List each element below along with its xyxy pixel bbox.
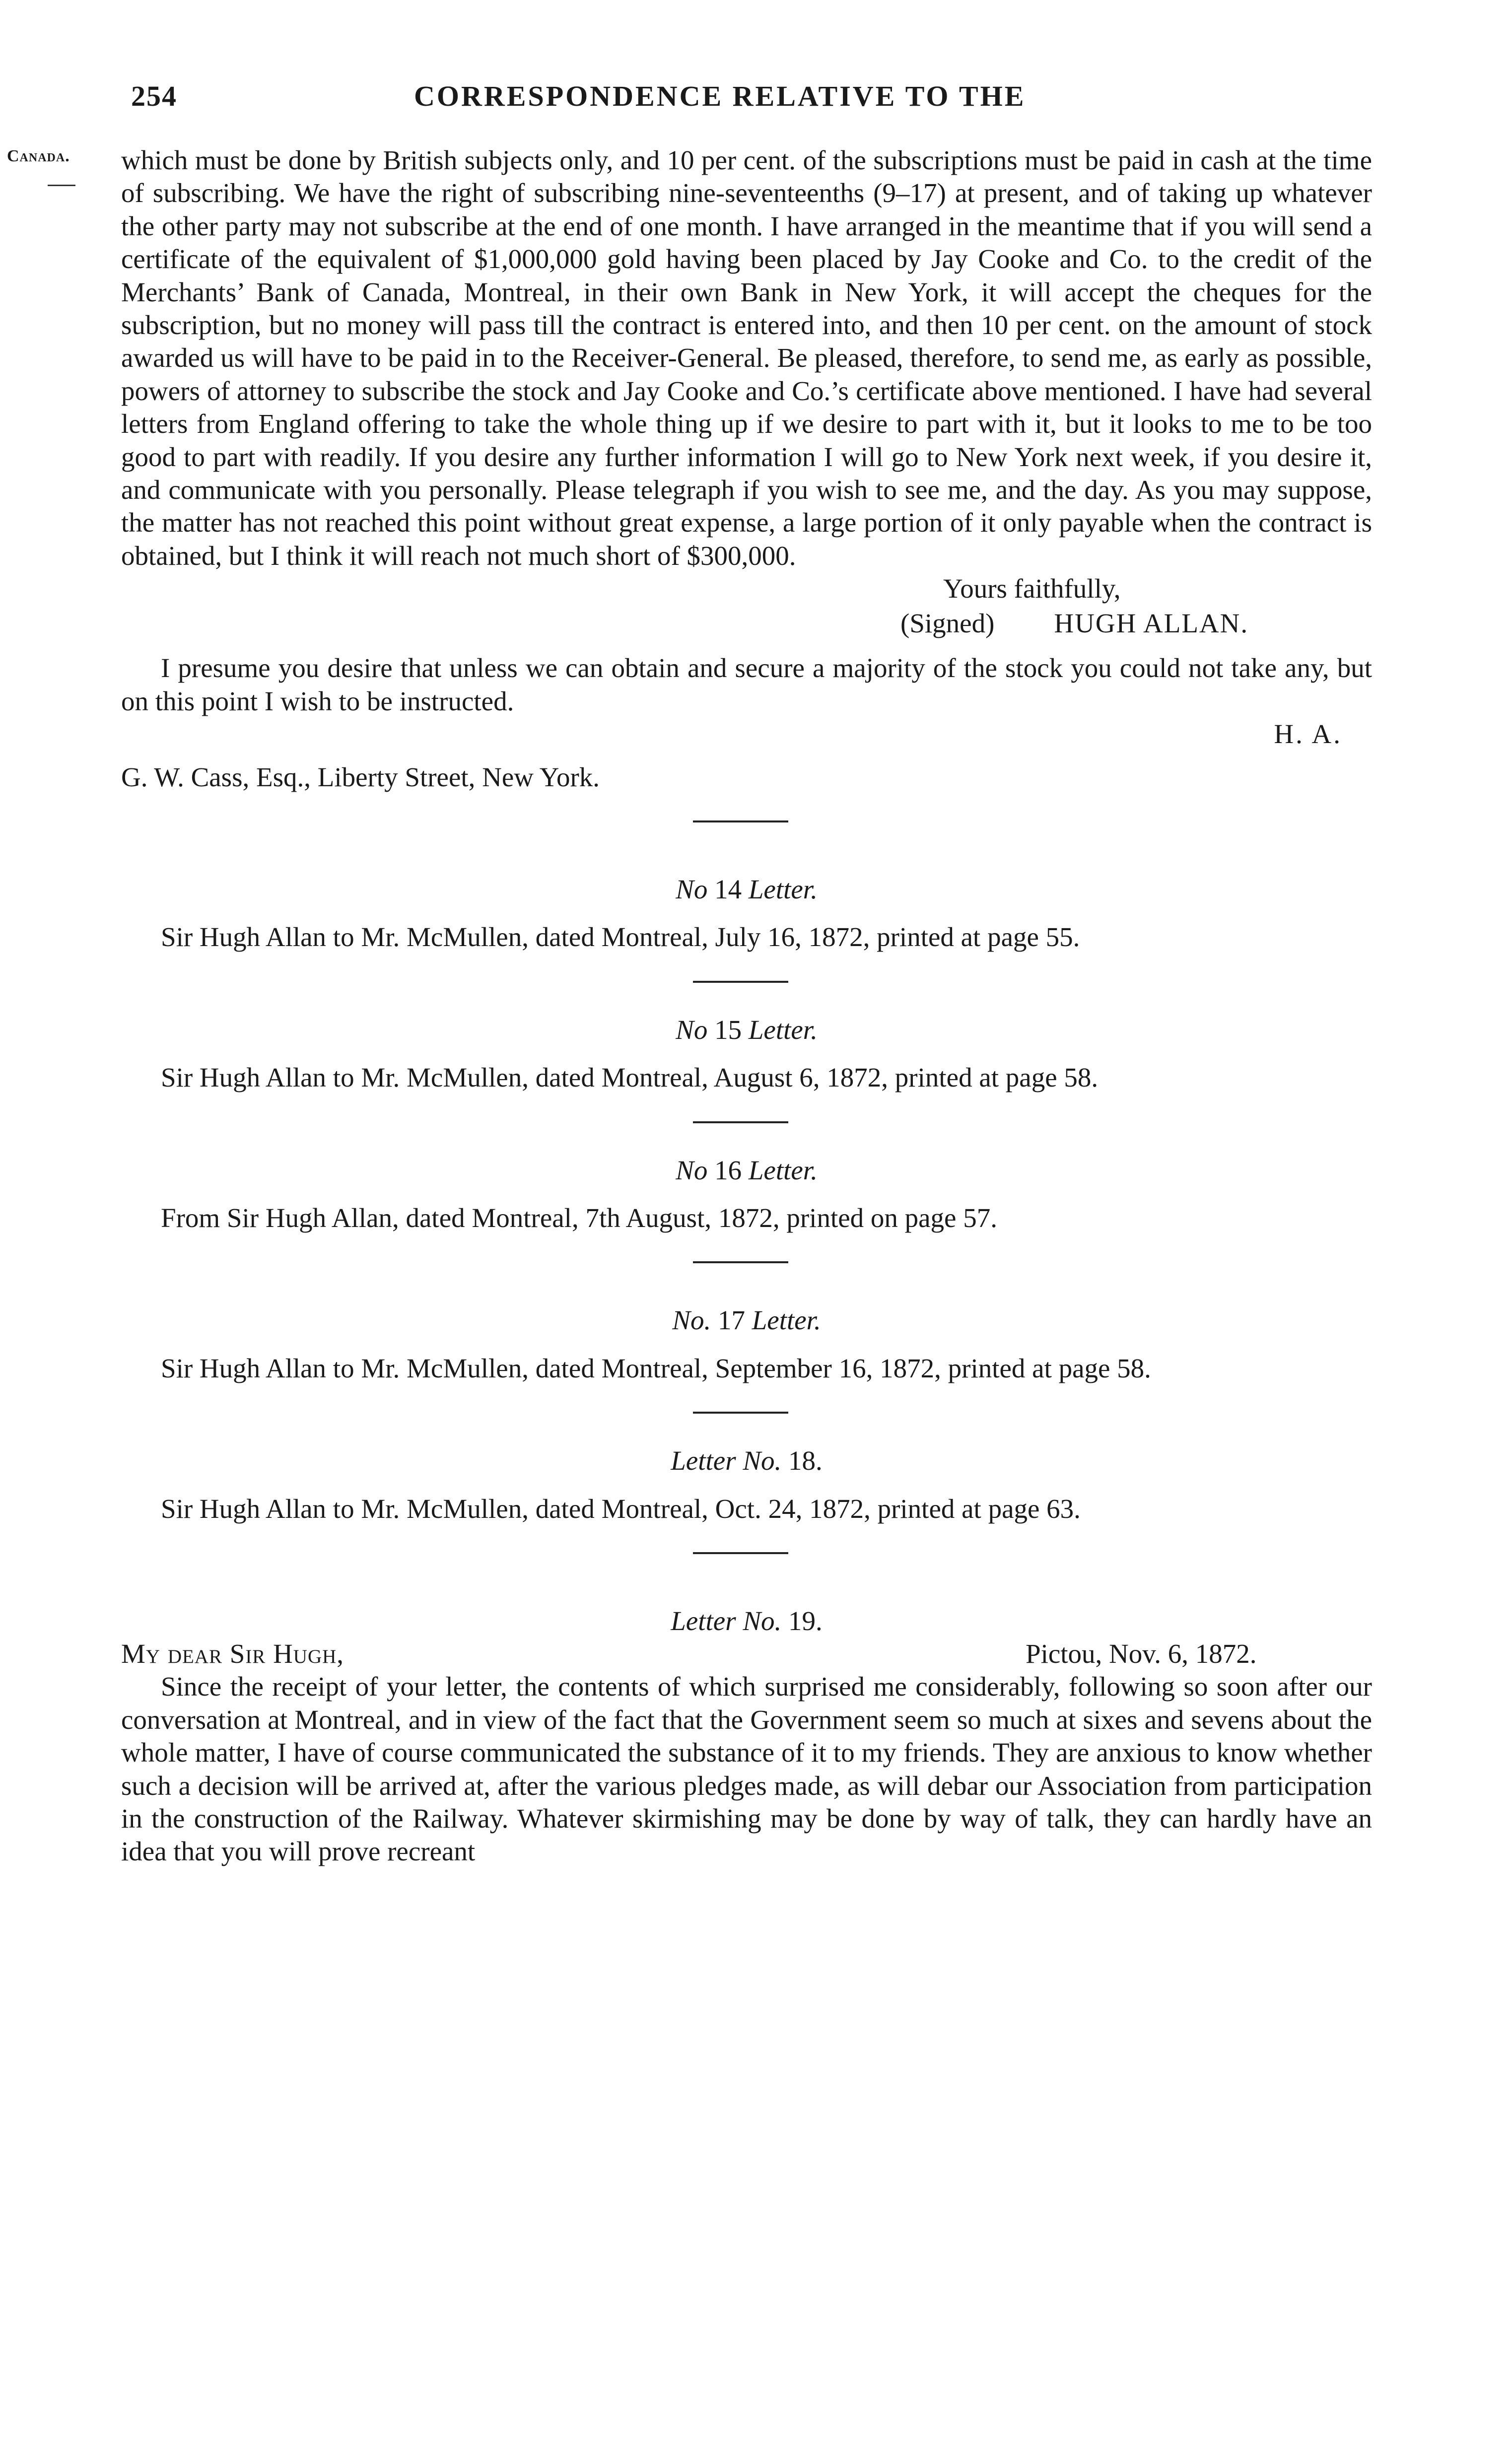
separator-rule [693,1552,788,1554]
heading-prefix: No [676,1014,708,1045]
body-text [121,144,1372,1868]
heading-suffix: Letter. [752,1305,821,1336]
heading-prefix: Letter No. [671,1445,782,1476]
signer-name: HUGH ALLAN. [1054,608,1249,639]
heading-number: 18. [788,1445,823,1476]
separator [121,1094,1372,1149]
letter17-text: Sir Hugh Allan to Mr. McMullen, dated Montreal, September 16, 1872, printed at page 58. [161,1353,1151,1383]
heading-number: 16 [714,1155,742,1185]
signed-label: (Signed) [900,608,995,639]
letter17-heading [121,1304,1372,1337]
margin-dash [48,185,75,186]
letter15-text: Sir Hugh Allan to Mr. McMullen, dated Montreal, August 6, 1872, printed at page 58. [161,1062,1099,1093]
salutation: My dear Sir Hugh, [121,1638,344,1669]
heading-prefix: No [676,1155,708,1185]
separator [121,794,1372,848]
letter15-heading [121,1014,1372,1046]
place-date: Pictou, Nov. 6, 1872. [1026,1638,1257,1669]
letter16-heading [121,1154,1372,1187]
heading-number: 19. [788,1605,823,1636]
letter19-heading [121,1605,1372,1637]
heading-number: 17 [717,1305,745,1336]
separator [121,954,1372,1009]
letter18-heading [121,1444,1372,1477]
heading-suffix: Letter. [748,1155,818,1185]
separator-rule [693,1121,788,1123]
letter13-closing [121,572,1372,642]
separator-rule [693,820,788,822]
letter13-paragraph: which must be done by British subjects only, and 10 per cent. of the subscriptions must be paid in cash at the time of subscribing. We have the right of subscribing nine-seventeenths (9–17) at present, and of taking up whatever the other party may not subscribe at the end of one month. I have arranged in the meantime that if you will send a certificate of the equivalent of $1,000,000 gold having been placed by Jay Cooke and Co. to the credit of the Merchants’ Bank of Canada, Montreal, in their own Bank in New York, it will accept the cheques for the subscription, but no money will pass till the contract is entered into, and then 10 per cent. on the amount of stock awarded us will have to be paid in to the Receiver-General. Be pleased, therefore, to send me, as early as possible, powers of attorney to subscribe the stock and Jay Cooke and Co.’s certificate above mentioned. I have had several letters from England offering to take the whole thing up if we desire to part with it, but it looks to me to be too good to part with readily. If you desire any further information I will go to New York next week, if you desire it, and communicate with you personally. Please telegraph if you wish to see me, and the day. As you may suppose, the matter has not reached this point without great expense, a large portion of it only payable when the contract is obtained, but I think it will reach not much short of $300,000. [121,145,1372,571]
salutation-row [121,1637,1372,1670]
postscript: I presume you desire that unless we can obtain and secure a majority of the stock you could not take any, but on this point I wish to be instructed. [121,653,1372,716]
separator [121,1234,1372,1289]
addressee: G. W. Cass, Esq., Liberty Street, New York. [121,761,600,792]
heading-prefix: No [676,874,708,904]
heading-prefix: Letter No. [671,1605,782,1636]
initials: H. A. [1274,719,1342,750]
page-number: 254 [131,80,177,112]
heading-suffix: Letter. [748,1014,818,1045]
separator [121,1385,1372,1439]
letter14-heading [121,873,1372,906]
separator-rule [693,981,788,983]
heading-prefix: No. [672,1305,711,1336]
page-header [131,79,1362,119]
closing-phrase: Yours faithfully, [943,573,1121,604]
heading-number: 14 [714,874,742,904]
signature-line [900,607,1248,640]
letter16-text: From Sir Hugh Allan, dated Montreal, 7th August, 1872, printed on page 57. [161,1202,997,1233]
letter19-text: Since the receipt of your letter, the contents of which surprised me considerably, following so soon after our conversation at Montreal, and in view of the fact that the Government seem so much at sixes and sevens about the whole matter, I have of course communicated the substance of it to my friends. They are anxious to know whether such a decision will be arrived at, after the various pledges made, as will debar our Association from participation in the construction of the Railway. Whatever skirmishing may be done by way of talk, they can hardly have an idea that you will prove recreant [121,1671,1372,1867]
letter14-text: Sir Hugh Allan to Mr. McMullen, dated Montreal, July 16, 1872, printed at page 55. [161,922,1080,953]
separator-rule [693,1412,788,1414]
running-head: CORRESPONDENCE RELATIVE TO THE [414,80,1026,112]
separator [121,1525,1372,1580]
letter18-text: Sir Hugh Allan to Mr. McMullen, dated Montreal, Oct. 24, 1872, printed at page 63. [161,1493,1081,1524]
margin-note: Canada. [7,147,70,165]
separator-rule [693,1261,788,1263]
heading-suffix: Letter. [748,874,818,904]
heading-number: 15 [714,1014,742,1045]
